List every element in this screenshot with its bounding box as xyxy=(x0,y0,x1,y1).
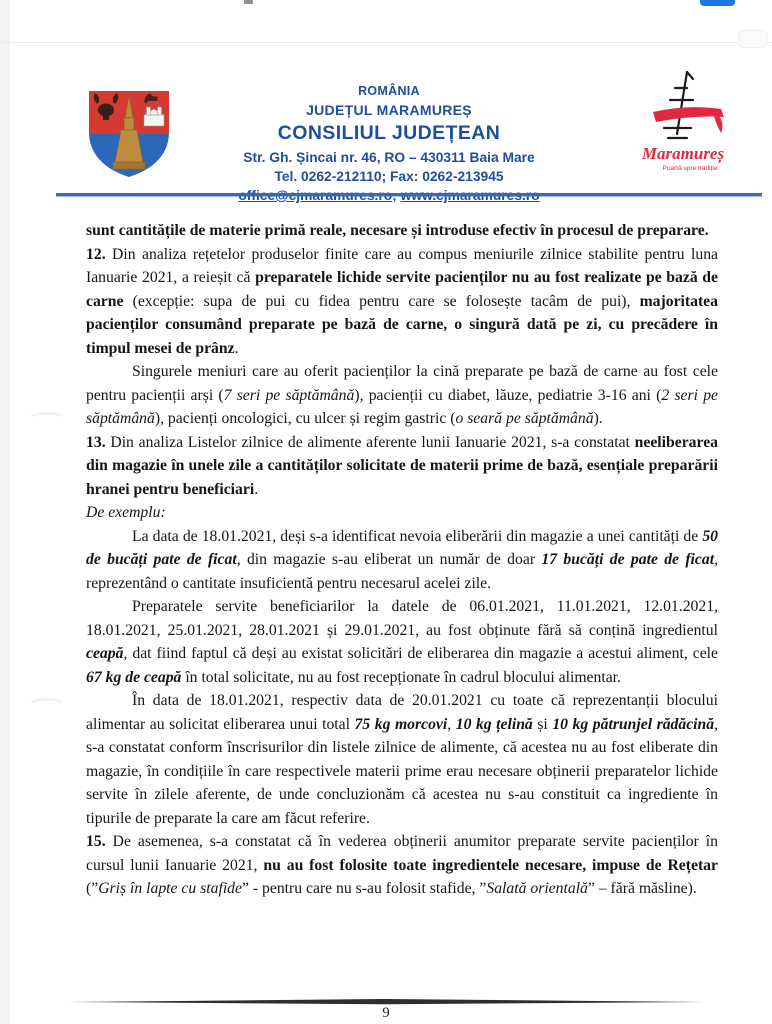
text-run: majoritatea pacienților consumând preparate pe bază de carne, o singură dată pe zi, cu precădere în timpul mesei de prânz xyxy=(86,292,718,357)
text-run: 2 seri pe săptămână xyxy=(86,386,718,427)
text-run: În data de 18.01.2021, respectiv data de 20.01.2021 cu toate că reprezentanții blocului alimentar au solicitat eliberarea unui total xyxy=(86,692,718,733)
text-run: (” xyxy=(86,880,99,897)
coat-of-arms xyxy=(84,88,174,180)
text-run: Griș în lapte cu stafide xyxy=(98,880,242,897)
text-run: 17 bucăți de pate de ficat xyxy=(541,551,715,568)
institution-line: CONSILIUL JUDEȚEAN xyxy=(277,122,501,144)
text-run: 15. xyxy=(86,833,113,850)
text-run: , dat fiind faptul că deși au existat solicitări de eliberarea din magazie a acestui aliment, cele xyxy=(123,645,718,662)
text-run: preparatele lichide servite pacienților nu au fost realizate pe bază de carne xyxy=(86,269,718,310)
text-run: ” – fără măsline). xyxy=(587,880,697,897)
text-run: în total solicitate, nu au fost recepționate în cadrul blocului alimentar. xyxy=(181,668,621,686)
text-run: 50 de bucăți pate de ficat xyxy=(86,527,718,568)
text-run: 12. xyxy=(86,245,113,263)
page-number: 9 xyxy=(382,1005,390,1021)
text-run: ), pacienți oncologici, cu ulcer și regim gastric ( xyxy=(154,410,456,427)
text-run: și xyxy=(532,715,553,733)
text-run: sunt cantitățile de materie primă reale, necesare și introduse efectiv în procesul de preparare. xyxy=(86,222,709,239)
paragraph-9 xyxy=(86,830,718,901)
paragraph-6 xyxy=(86,525,718,596)
text-run: nu au fost folosite toate ingredientele necesare, impuse de Rețetar xyxy=(263,856,718,874)
scan-left-edge xyxy=(0,0,10,1024)
text-run: 75 kg morcovi xyxy=(354,715,448,733)
paragraph-4 xyxy=(86,431,718,502)
text-run: ), pacienții cu diabet, lăuze, pediatrie 3-16 ani ( xyxy=(354,386,662,404)
document-body xyxy=(86,219,718,901)
scan-mark xyxy=(244,0,253,4)
text-run: ). xyxy=(593,410,603,427)
phone-fax-line: Tel. 0262-212110; Fax: 0262-213945 xyxy=(274,169,504,184)
text-run: 67 kg de ceapă xyxy=(86,668,182,686)
paragraph-3 xyxy=(86,360,718,431)
text-run: (excepție: supa de pui cu fidea pentru care se folosește tacâm de pui), xyxy=(123,292,640,310)
text-run: Din analiza rețetelor produselor finite care au compus meniurile zilnice stabilite pentru luna Ianuarie 2021, a reieșit că xyxy=(86,245,719,286)
binding-curl-mark xyxy=(28,412,66,426)
text-run: Singurele meniuri care au oferit pacienților la cină preparate pe bază de carne au fost cele pentru pacienții arși ( xyxy=(86,363,718,404)
text-run: 10 kg pătrunjel rădăcină xyxy=(552,715,715,733)
paragraph-1 xyxy=(86,219,718,243)
address-line: Str. Gh. Șincai nr. 46, RO – 430311 Baia Mare xyxy=(243,150,535,165)
country-line: ROMÂNIA xyxy=(358,84,420,98)
text-run: De asemenea, s-a constatat că în vederea obținerii anumitor preparate servite pacienților în cursul lunii Ianuarie 2021, xyxy=(86,833,719,874)
text-run: o seară pe săptămână xyxy=(455,410,594,427)
letterhead-text xyxy=(186,84,592,203)
logo-name-text: Maramureș xyxy=(641,144,725,163)
text-run: 13. xyxy=(86,433,111,451)
text-run: De exemplu: xyxy=(86,504,166,521)
text-run: , din magazie s-au eliberat un număr de doar xyxy=(236,551,542,568)
text-run: , xyxy=(447,715,456,733)
paragraph-8 xyxy=(86,689,718,830)
text-run: 10 kg țelină xyxy=(455,715,533,733)
text-run: ceapă xyxy=(86,645,124,662)
text-run: Salată orientală xyxy=(486,880,588,897)
paragraph-2 xyxy=(86,243,718,361)
paragraph-5 xyxy=(86,501,718,525)
maramures-logo xyxy=(633,66,733,178)
corner-ghost-artifact xyxy=(738,30,768,48)
text-run: ” - pentru care nu s-au folosit stafide, ” xyxy=(241,880,487,897)
text-run: 7 seri pe săptămână xyxy=(223,386,355,404)
paragraph-7 xyxy=(86,595,718,689)
binding-curl-mark xyxy=(28,698,66,712)
text-run: Preparatele servite beneficiarilor la datele de 06.01.2021, 11.01.2021, 12.01.2021, 18.01.2021, 25.01.2021, 28.01.2021 și 29.01.2021, au fost obținute fără să conțină ingredientul xyxy=(86,598,718,639)
text-run: neeliberarea din magazie în unele zile a cantităților solicitate de materii prime de bază, esențiale preparării hranei pentru beneficiari xyxy=(86,433,719,498)
text-run: Din analiza Listelor zilnice de alimente aferente lunii Ianuarie 2021, s-a constatat xyxy=(110,433,635,451)
text-run: La data de 18.01.2021, deși s-a identificat nevoia eliberării din magazie a unei cantități de xyxy=(132,527,703,545)
toolbar-divider xyxy=(0,42,772,43)
cropped-blue-button[interactable] xyxy=(700,0,735,6)
text-run: . xyxy=(254,480,259,498)
text-run: , s-a constatat conform înscrisurilor din listele zilnice de alimente, că acestea nu au fost eliberate din magazie, în condițiile în care respectivele materii prime erau necesare obținerii preparatelor lichide servite în zilele aferente, de unde concluzionăm că acestea nu s-au constituit ca ingrediente în tipurile de preparate la care am făcut referire. xyxy=(86,715,719,827)
text-run: , reprezentând o cantitate insuficientă pentru necesarul acelei zile. xyxy=(86,551,719,592)
header-rule xyxy=(56,193,762,196)
logo-tagline-text: Poartă spre tradiție xyxy=(662,165,718,172)
county-line: JUDEȚUL MARAMUREȘ xyxy=(306,102,472,118)
text-run: . xyxy=(234,339,239,357)
